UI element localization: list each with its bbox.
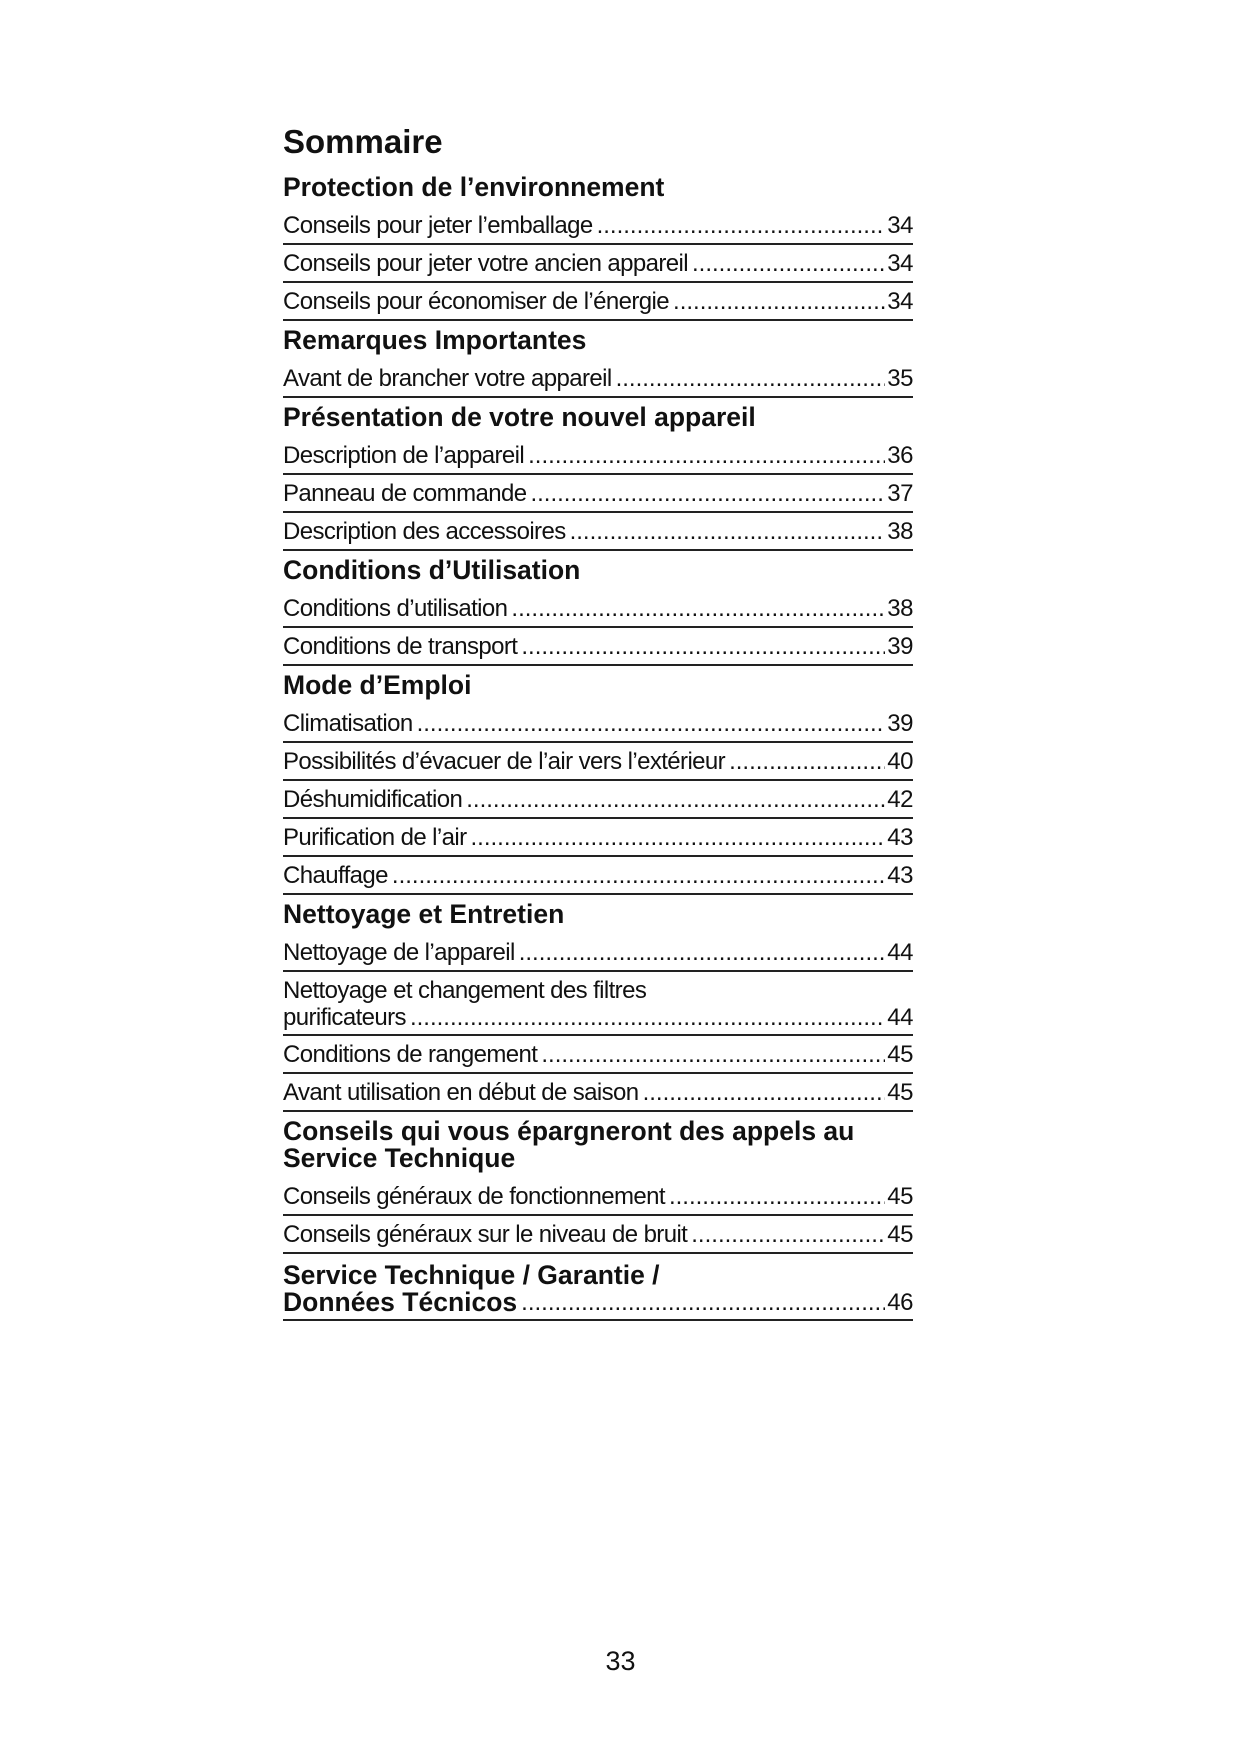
toc-entry-title: Climatisation (283, 710, 413, 737)
toc-entry[interactable] (283, 1216, 913, 1254)
toc-title: Sommaire (283, 123, 443, 160)
dot-leader (669, 1183, 885, 1211)
dot-leader (673, 288, 885, 316)
dot-leader (729, 748, 885, 776)
toc-entry-page: 38 (887, 518, 913, 545)
toc-entry-title: Déshumidification (283, 786, 463, 813)
dot-leader (643, 1079, 886, 1107)
dot-leader (521, 633, 885, 661)
toc-entry-page: 45 (887, 1041, 913, 1068)
toc-entry-title: Panneau de commande (283, 480, 527, 507)
toc-entry-title: Nettoyage et changement des filtres (283, 977, 647, 1004)
toc-entry-title: Conditions de transport (283, 633, 518, 660)
toc-entry-page: 34 (887, 212, 913, 239)
toc-entry[interactable] (283, 1074, 913, 1112)
toc-entry-page: 37 (887, 480, 913, 507)
toc-entry[interactable] (283, 475, 913, 513)
toc-entry-title: Conseils pour économiser de l’énergie (283, 288, 670, 315)
toc-entry-title: Conseils pour jeter votre ancien appareil (283, 250, 688, 277)
toc-entry-title-continued: Données Técnicos (283, 1287, 518, 1317)
toc-entry-line (283, 1005, 913, 1031)
dot-leader (519, 939, 886, 967)
toc-entry-title: Conseils pour jeter l’emballage (283, 212, 593, 239)
dot-leader (691, 1221, 885, 1249)
toc-entry[interactable] (283, 360, 913, 398)
page-number: 33 (605, 1646, 636, 1676)
toc-entry-page: 43 (887, 824, 913, 851)
toc-entry[interactable] (283, 1036, 913, 1074)
section-heading-conditions: Conditions d’Utilisation (283, 555, 581, 585)
dot-leader (417, 710, 886, 738)
dot-leader (511, 595, 885, 623)
section-heading-conseils-service (283, 1112, 913, 1178)
dot-leader (530, 480, 885, 508)
dot-leader (541, 1041, 885, 1069)
toc-entry[interactable] (283, 245, 913, 283)
toc-entry-title: Possibilités d’évacuer de l’air vers l’extérieur (283, 748, 726, 775)
section-heading-nettoyage: Nettoyage et Entretien (283, 899, 565, 929)
dot-leader (528, 442, 885, 470)
toc-entry-page: 39 (887, 710, 913, 737)
toc-entry-page: 40 (887, 748, 913, 775)
dot-leader (466, 786, 885, 814)
toc-entry[interactable] (283, 628, 913, 666)
dot-leader (692, 250, 885, 278)
section-heading-remarques: Remarques Importantes (283, 325, 587, 355)
toc-entry-page: 45 (887, 1183, 913, 1210)
section-heading-mode-emploi: Mode d’Emploi (283, 670, 472, 700)
toc-entry-page: 42 (887, 786, 913, 813)
section-heading-presentation: Présentation de votre nouvel appareil (283, 402, 756, 432)
toc-entry[interactable] (283, 743, 913, 781)
toc-entry[interactable] (283, 207, 913, 245)
toc-entry-title: Avant de brancher votre appareil (283, 365, 612, 392)
toc-entry[interactable] (283, 781, 913, 819)
toc-entry-page: 34 (887, 250, 913, 277)
toc-entry-title: Purification de l’air (283, 824, 467, 851)
toc-entry-page: 36 (887, 442, 913, 469)
toc-entry-page: 45 (887, 1079, 913, 1106)
toc-entry[interactable] (283, 513, 913, 551)
toc-entry-page: 46 (887, 1289, 913, 1316)
toc-entry-title: Description de l’appareil (283, 442, 525, 469)
toc-entry-title: Description des accessoires (283, 518, 566, 545)
toc-entry[interactable] (283, 437, 913, 475)
dot-leader (471, 824, 886, 852)
dot-leader (616, 365, 886, 393)
toc-entry-title: Conditions de rangement (283, 1041, 538, 1068)
dot-leader (410, 1005, 885, 1031)
toc-entry-title: Conseils généraux de fonctionnement (283, 1183, 665, 1210)
dot-leader (570, 518, 886, 546)
toc-entry-title: Avant utilisation en début de saison (283, 1079, 639, 1106)
toc-entry-title: Chauffage (283, 862, 388, 889)
toc-entry-title: Service Technique / Garantie / (283, 1260, 660, 1290)
section-heading-line: Service Technique (283, 1143, 516, 1173)
toc-entry[interactable] (283, 283, 913, 321)
toc-entry-title: Conseils généraux sur le niveau de bruit (283, 1221, 688, 1248)
section-heading-line: Conseils qui vous épargneront des appels au (283, 1116, 855, 1146)
toc-entry[interactable] (283, 819, 913, 857)
toc-entry-title-continued: purificateurs (283, 1004, 406, 1031)
toc-entry[interactable] (283, 705, 913, 743)
toc-entry-page: 43 (887, 862, 913, 889)
toc-entry-page: 44 (887, 939, 913, 966)
toc-entry[interactable] (283, 934, 913, 972)
table-of-contents (283, 122, 913, 1321)
toc-entry-page: 45 (887, 1221, 913, 1248)
toc-entry-title: Nettoyage de l’appareil (283, 939, 515, 966)
toc-entry[interactable] (283, 1178, 913, 1216)
section-heading-environnement: Protection de l’environnement (283, 172, 665, 202)
toc-entry-title: Conditions d’utilisation (283, 595, 508, 622)
toc-entry[interactable] (283, 972, 913, 1036)
dot-leader (521, 1289, 885, 1316)
toc-entry-line (283, 1289, 913, 1316)
toc-entry[interactable] (283, 590, 913, 628)
toc-entry-page: 38 (887, 595, 913, 622)
toc-entry-service-technique[interactable] (283, 1254, 913, 1321)
toc-entry-page: 39 (887, 633, 913, 660)
toc-entry-page: 44 (887, 1004, 913, 1031)
dot-leader (597, 212, 886, 240)
toc-entry-page: 35 (887, 365, 913, 392)
toc-entry[interactable] (283, 857, 913, 895)
toc-entry-page: 34 (887, 288, 913, 315)
dot-leader (392, 862, 885, 890)
